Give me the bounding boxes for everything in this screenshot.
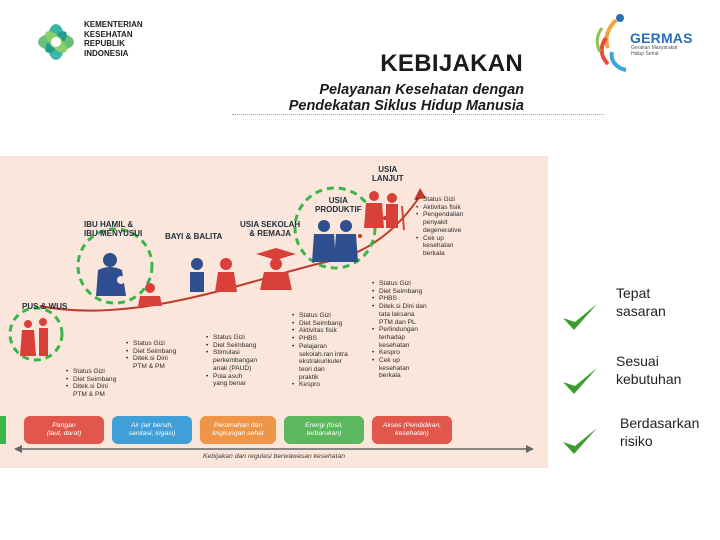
list-item: kesehatan [379,364,410,372]
stage-label-pus-wus: PUS & WUS [22,302,68,311]
list-bayi-balita [206,334,257,388]
list-ibu-hamil [126,340,176,371]
list-item: • Ditek.si Dini [66,383,116,391]
list-item: • Perlindungan [372,326,427,334]
list-item: • Status Gizi [66,368,116,376]
germas-tagline [631,45,677,57]
list-item: • PHBS [372,295,427,303]
list-item: kesehatan [423,242,454,250]
germas-wordmark: GERMAS [630,30,693,46]
list-item: • Kespro [372,349,427,357]
list-item: • Status Gizi [372,280,427,288]
category-line: Perumahan dan [213,422,263,429]
checkmark-icon [560,364,600,398]
checklist-line: Berdasarkan [620,415,700,431]
elderly-figure [364,191,404,230]
list-item: • Kespro [292,381,348,389]
list-item: • Pola asuh [206,373,257,381]
dashed-circle-pus-wus [10,308,62,360]
checklist-item-sesuai-kebutuhan [616,352,681,388]
logo-line: KESEHATAN [84,29,133,39]
subtitle-line: Pendekatan Siklus Hidup Manusia [288,98,524,114]
stage-label-sekolah-remaja [240,220,300,238]
list-item: • Pengendalian [416,211,463,219]
category-line: terbarukan) [306,430,342,437]
adults-figure [312,220,358,262]
stage-label-ibu-hamil [84,220,142,238]
list-item: • Diet Seimbang [206,342,257,350]
logo-line: KEMENTERIAN [84,20,143,29]
stage-label-line: USIA SEKOLAH [240,220,301,229]
list-item: tata laksana [379,310,415,318]
left-green-tab [0,416,6,444]
list-item: PTM & PM [133,363,165,371]
category-line: Pangan [52,422,76,429]
category-line: kesehatan) [395,430,429,437]
list-item: • Ditek.si Dini dan [372,303,427,311]
list-item: perkembangan [213,357,257,365]
checklist-item-berdasarkan-risiko [620,414,699,450]
checklist-line: Tepat [616,285,651,301]
category-line: lingkungan sehat [212,430,264,437]
germas-tagline-line: Hidup Sehat [631,51,659,57]
list-item: • Diet Seimbang [66,376,116,384]
list-produktif [372,280,427,380]
list-item: sekolah.ran intra [299,350,348,358]
category-line: sanitasi, irigasi) [128,430,176,437]
list-item: praktik [299,373,319,381]
checklist-line: kebutuhan [616,371,682,387]
category-line: (laut, darat) [46,430,82,437]
list-item: • PHBS [292,335,348,343]
policy-arrow-left [14,445,22,453]
subtitle-line: Pelayanan Kesehatan dengan [319,82,524,98]
mother-baby-figure [96,253,126,296]
logo-line: INDONESIA [84,48,129,58]
list-item: • Aktivitas fisik [292,327,348,335]
list-item: berkala [423,249,445,257]
list-item: yang benar [213,380,246,388]
list-item: • Aktivitas fisik [416,204,463,212]
life-cycle-infographic [0,156,548,468]
category-air [112,416,192,444]
category-perumahan [200,416,276,444]
list-item: anak (PAUD) [213,364,252,372]
stage-label-line: IBU HAMIL & [84,220,134,229]
category-line: Air (air bersih, [130,422,174,429]
stage-label-bayi-balita: BAYI & BALITA [165,232,223,241]
policy-label: Kebijakan dan regulasi berwawasan kesehatan [202,453,346,460]
checklist-item-tepat-sasaran [616,284,666,320]
list-item: • Diet Seimbang [126,348,176,356]
list-lanjut [416,196,463,258]
list-item: • Status Gizi [206,334,257,342]
list-item: penyakit [423,219,448,227]
category-line: Energi (fosil, [305,422,343,429]
list-item: • Cek up [372,357,427,365]
list-item: ekstrakurikuler [299,358,342,366]
category-akses [372,416,452,444]
list-pus-wus [66,368,116,399]
logo-line: REPUBLIK [84,39,125,48]
curve-dot [358,234,362,238]
checkmark-icon [560,424,600,458]
couple-figure [20,318,48,356]
list-item: • Cek up [416,235,463,243]
list-item: • Ditek.si Dini [126,355,176,363]
list-sekolah-remaja [292,312,348,389]
checklist-line: risiko [620,433,653,449]
title-divider [232,114,604,115]
germas-tagline-line: Gerakan Masyarakat [631,45,678,51]
list-item: berkala [379,372,401,380]
list-item: • Status Gizi [126,340,176,348]
list-item: kesehatan [379,341,410,349]
graduate-figure [256,248,296,290]
policy-arrow-right [526,445,534,453]
list-item: PTM & PM [73,391,105,399]
page-subtitle [228,82,524,114]
stage-label-line: & REMAJA [249,229,291,238]
list-item: • Stimulasi [206,349,257,357]
kemenkes-wordmark [84,20,143,58]
page-title: KEBIJAKAN [380,50,523,77]
stage-label-line: IBU MENYUSUI [84,229,143,238]
stage-label-line: PRODUKTIF [315,205,362,214]
checklist-line: Sesuai [616,353,659,369]
list-item: degenerative [423,226,462,234]
list-item: teori dan [299,365,325,373]
stage-label-line: USIA [328,196,348,205]
stage-label-line: LANJUT [372,174,404,183]
list-item: • Status Gizi [416,196,463,204]
stage-label-line: USIA [378,165,398,174]
category-pangan [24,416,104,444]
checkmark-icon [560,300,600,334]
list-item: • Diet Seimbang [372,288,427,296]
list-item: terhadap [379,333,406,341]
category-line: Akses (Pendidikan, [382,422,442,429]
checklist-line: sasaran [616,303,666,319]
stage-label-lanjut [372,165,404,183]
list-item: • Diet Seimbang [292,320,348,328]
list-item: PTM dan PL [379,318,416,326]
stage-label-produktif [315,196,362,214]
list-item: • Pelajaran [292,343,348,351]
category-energi [284,416,364,444]
list-item: • Status Gizi [292,312,348,320]
